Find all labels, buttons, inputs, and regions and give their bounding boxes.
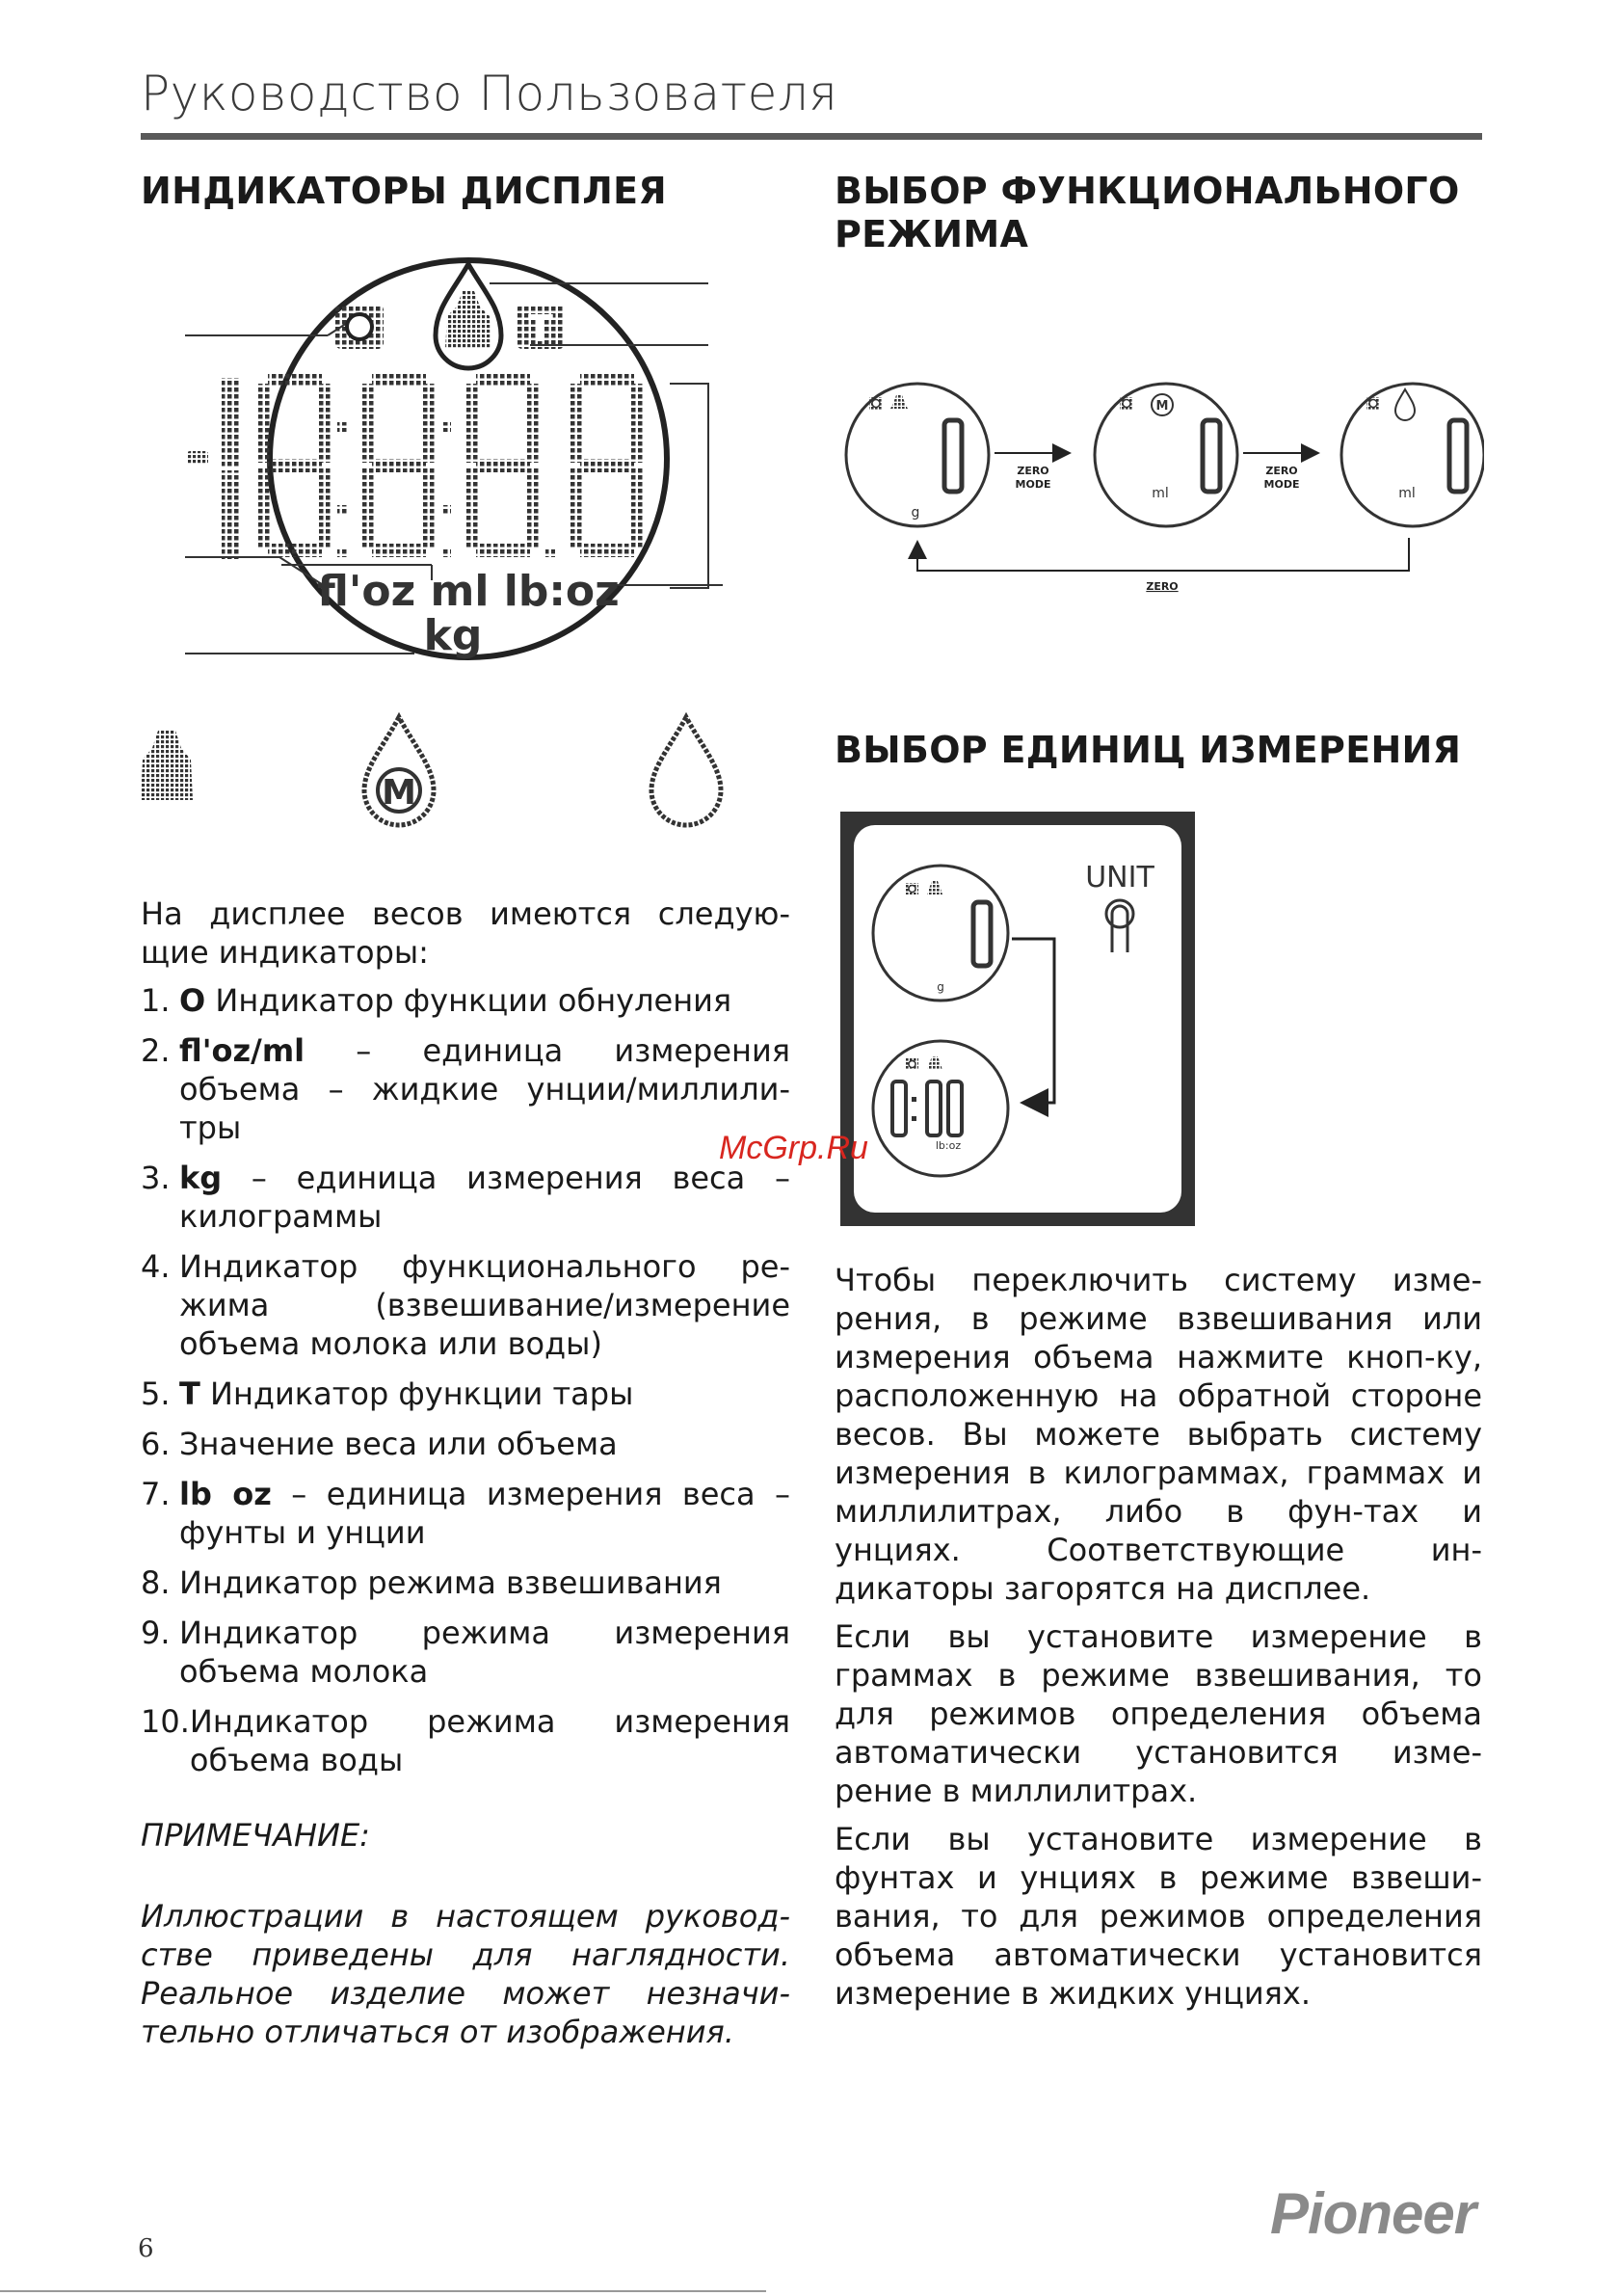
- svg-text:g: g: [937, 980, 944, 994]
- mode-display-milk: [1095, 384, 1237, 526]
- brand-logo: Pioneer: [1270, 2181, 1476, 2246]
- list-item: 1. O Индикатор функции обнуления: [141, 982, 732, 1019]
- page-number: 6: [138, 2234, 154, 2263]
- list-item: 5. T Индикатор функции тары: [141, 1375, 634, 1412]
- paragraph: Если вы установите измерение в граммах в режиме взвешивания, то для режимов определения объема автоматически установится изме-рение в миллилитрах.: [835, 1618, 1482, 1809]
- mode-display-water: [1341, 384, 1484, 526]
- kg-label: kg: [423, 611, 483, 660]
- svg-text:T: T: [528, 307, 553, 350]
- watermark-text: McGrp.Ru: [719, 1130, 868, 1166]
- note-body: Иллюстрации в настоящем руковод-стве приведены для наглядности. Реальное изделие может незначи-тельно отличаться от изображения.: [141, 1898, 790, 2050]
- zero-indicator-icon: [335, 305, 384, 349]
- weighing-mode-drop-icon: [436, 264, 501, 368]
- svg-text:ZERO: ZERO: [1265, 465, 1298, 477]
- units-row-label: fl'oz ml lb:oz: [317, 567, 620, 616]
- list-item: 2. fl'oz/ml – единица измерения объема – жидкие унции/миллили-тры: [141, 1032, 790, 1146]
- minus-segment: [187, 451, 208, 465]
- svg-text:M: M: [1155, 399, 1169, 414]
- section-title-mode-selection: ВЫБОР ФУНКЦИОНАЛЬНОГО РЕЖИМА: [835, 170, 1460, 255]
- paragraph: Если вы установите измерение в фунтах и унциях в режиме взвеши-вания, то для режимов определения объема автоматически установится измерение в жидких унциях.: [835, 1821, 1482, 2012]
- list-item: 4. Индикатор функционального ре-жима (взвешивание/измерение объема молока или воды): [141, 1248, 790, 1362]
- mode-icons-row: [137, 711, 754, 837]
- bottom-rule: [0, 2290, 766, 2292]
- section-title-unit-selection: ВЫБОР ЕДИНИЦ ИЗМЕРЕНИЯ: [835, 729, 1462, 771]
- tare-indicator-icon: [517, 305, 565, 350]
- svg-text:lb:oz: lb:oz: [935, 1139, 962, 1152]
- milk-mode-icon: [364, 717, 434, 825]
- page-header-title: Руководство Пользователя: [141, 66, 838, 121]
- svg-text:ml: ml: [1398, 486, 1416, 501]
- list-item: 8. Индикатор режима взвешивания: [141, 1564, 722, 1601]
- unit-button-label: UNIT: [1085, 861, 1154, 894]
- list-item: 10. Индикатор режима измерения объема воды: [141, 1703, 790, 1778]
- return-zero-label: ZERO: [1146, 580, 1179, 593]
- mode-selection-diagram: [829, 376, 1484, 607]
- zero-label: ZERO: [1017, 465, 1049, 477]
- list-item: 6. Значение веса или объема: [141, 1426, 618, 1462]
- svg-text:MODE: MODE: [1263, 478, 1300, 491]
- note-heading: ПРИМЕЧАНИЕ:: [141, 1817, 370, 1854]
- list-item: 3. kg – единица измерения веса – килограммы: [141, 1160, 790, 1235]
- unit-selection-diagram: [840, 812, 1195, 1226]
- mode-label: MODE: [1015, 478, 1051, 491]
- right-text-column: [835, 1261, 1482, 2022]
- water-mode-icon: [651, 717, 721, 825]
- indicator-list: [141, 981, 790, 1779]
- left-text-column: [141, 894, 790, 2051]
- header-rule: [141, 133, 1482, 140]
- list-item: 9. Индикатор режима измерения объема молока: [141, 1615, 790, 1690]
- intro-paragraph: На дисплее весов имеются следую-щие индикаторы:: [141, 895, 790, 971]
- section-title-display-indicators: ИНДИКАТОРЫ ДИСПЛЕЯ: [141, 170, 667, 212]
- svg-text:ml: ml: [1152, 486, 1169, 501]
- svg-text:g: g: [911, 505, 920, 521]
- paragraph: Чтобы переключить систему изме-рения, в режиме взвешивания или измерения объема нажмите кноп-ку, расположенную на обратной стороне весов. Вы можете выбрать систему измерения в килограммах, граммах и миллилитрах, либо в фун-тах и унциях. Соответствующие ин-дикаторы загорятся на дисплее.: [835, 1262, 1482, 1607]
- list-item: 7. lb oz – единица измерения веса – фунты и унции: [141, 1476, 791, 1551]
- display-indicators-diagram: [173, 253, 752, 677]
- mode-display-weighing: [846, 384, 989, 526]
- weighing-mode-icon: [141, 731, 193, 800]
- svg-text:M: M: [382, 773, 416, 813]
